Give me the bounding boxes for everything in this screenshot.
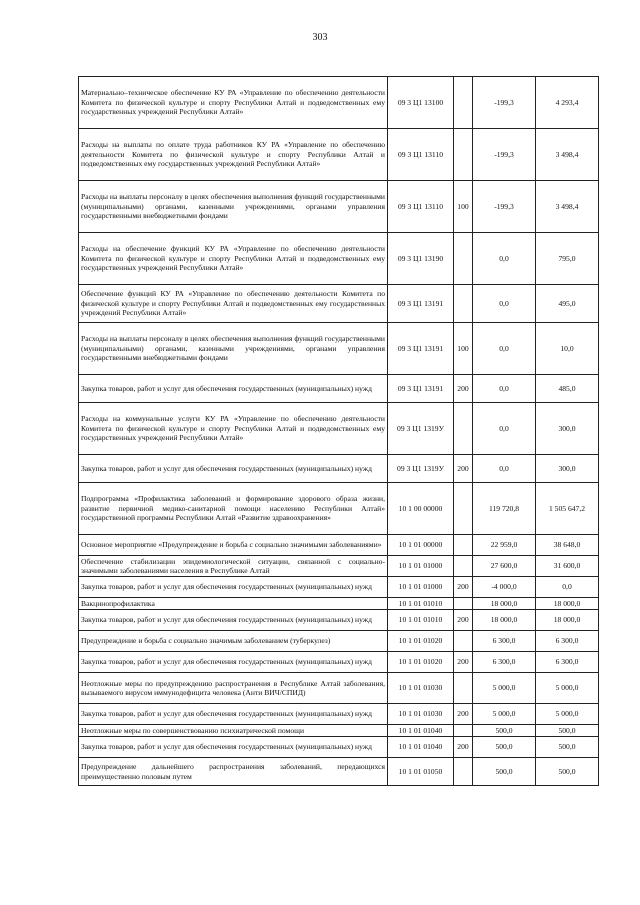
row-amount-total-cell: 500,0 xyxy=(536,737,599,758)
row-amount-change-cell: 0,0 xyxy=(473,403,536,455)
row-amount-change-cell: 18 000,0 xyxy=(473,598,536,610)
row-amount-change-cell: 500,0 xyxy=(473,758,536,786)
table-row xyxy=(79,77,599,129)
row-name-cell: Обеспечение функций КУ РА «Управление по обеспечению деятельности Комитета по физической культуре и спорту Республики Алтай и подведомственных ему государственных учреждений Республики Алтай» xyxy=(79,285,388,323)
table-row xyxy=(79,631,599,652)
row-amount-total-cell: 3 498,4 xyxy=(536,181,599,233)
row-code-cell: 10 1 01 01040 xyxy=(388,725,454,737)
row-expense-type-cell: 100 xyxy=(454,323,473,375)
table-row xyxy=(79,323,599,375)
row-expense-type-cell: 200 xyxy=(454,610,473,631)
row-amount-change-cell: 0,0 xyxy=(473,233,536,285)
row-amount-change-cell: 27 600,0 xyxy=(473,556,536,577)
row-code-cell: 10 1 01 01000 xyxy=(388,577,454,598)
table-row xyxy=(79,758,599,786)
row-code-cell: 09 3 Ц1 13191 xyxy=(388,323,454,375)
row-amount-change-cell: 22 959,0 xyxy=(473,535,536,556)
row-amount-total-cell: 495,0 xyxy=(536,285,599,323)
table-row xyxy=(79,598,599,610)
row-amount-total-cell: 18 000,0 xyxy=(536,598,599,610)
row-amount-total-cell: 3 498,4 xyxy=(536,129,599,181)
row-amount-total-cell: 1 505 647,2 xyxy=(536,483,599,535)
row-amount-total-cell: 10,0 xyxy=(536,323,599,375)
row-name-cell: Расходы на выплаты по оплате труда работников КУ РА «Управление по обеспечению деятельности Комитета по физической культуре и спорту Республики Алтай и подведомственных ему государственных учреждений Республики Алтай» xyxy=(79,129,388,181)
table-row xyxy=(79,483,599,535)
row-name-cell: Предупреждение и борьба с социально значимым заболеванием (туберкулез) xyxy=(79,631,388,652)
row-amount-total-cell: 300,0 xyxy=(536,403,599,455)
row-code-cell: 09 3 Ц1 13110 xyxy=(388,129,454,181)
row-code-cell: 09 3 Ц1 1319У xyxy=(388,403,454,455)
row-name-cell: Неотложные меры по предупреждению распространения в Республике Алтай заболевания, вызываемого вирусом иммунодефицита человека (Анти ВИЧ/СПИД) xyxy=(79,673,388,704)
table-row xyxy=(79,737,599,758)
table-row xyxy=(79,129,599,181)
row-amount-change-cell: 0,0 xyxy=(473,375,536,403)
row-amount-change-cell: -199,3 xyxy=(473,77,536,129)
row-expense-type-cell xyxy=(454,556,473,577)
row-name-cell: Расходы на коммунальные услуги КУ РА «Управление по обеспечению деятельности Комитета по физической культуре и спорту Республики Алтай и подведомственных ему государственных учреждений Республики Алтай» xyxy=(79,403,388,455)
table-row xyxy=(79,455,599,483)
row-expense-type-cell: 200 xyxy=(454,375,473,403)
table-row xyxy=(79,577,599,598)
row-amount-change-cell: -199,3 xyxy=(473,129,536,181)
row-expense-type-cell xyxy=(454,598,473,610)
row-amount-total-cell: 18 000,0 xyxy=(536,610,599,631)
row-amount-change-cell: 5 000,0 xyxy=(473,673,536,704)
row-amount-total-cell: 6 300,0 xyxy=(536,631,599,652)
table-row xyxy=(79,535,599,556)
row-code-cell: 09 3 Ц1 1319У xyxy=(388,455,454,483)
table-row xyxy=(79,556,599,577)
row-expense-type-cell xyxy=(454,725,473,737)
row-amount-total-cell: 0,0 xyxy=(536,577,599,598)
row-name-cell: Основное мероприятие «Предупреждение и борьба с социально значимыми заболеваниями» xyxy=(79,535,388,556)
row-name-cell: Предупреждение дальнейшего распространения заболеваний, передающихся преимущественно половым путем xyxy=(79,758,388,786)
row-name-cell: Закупка товаров, работ и услуг для обеспечения государственных (муниципальных) нужд xyxy=(79,704,388,725)
row-amount-change-cell: -4 000,0 xyxy=(473,577,536,598)
table-row xyxy=(79,610,599,631)
row-amount-total-cell: 500,0 xyxy=(536,758,599,786)
row-amount-change-cell: 119 720,8 xyxy=(473,483,536,535)
table-row xyxy=(79,403,599,455)
row-name-cell: Неотложные меры по совершенствованию психиатрической помощи xyxy=(79,725,388,737)
row-amount-change-cell: 500,0 xyxy=(473,725,536,737)
row-expense-type-cell xyxy=(454,535,473,556)
row-amount-total-cell: 38 648,0 xyxy=(536,535,599,556)
table-row xyxy=(79,233,599,285)
row-expense-type-cell xyxy=(454,77,473,129)
row-expense-type-cell xyxy=(454,483,473,535)
row-name-cell: Расходы на выплаты персоналу в целях обеспечения выполнения функций государственными (муниципальными) органами, казенными учреждениями, органами управления государственными внебюджетными фондами xyxy=(79,181,388,233)
row-code-cell: 09 3 Ц1 13100 xyxy=(388,77,454,129)
table-row xyxy=(79,375,599,403)
row-code-cell: 10 1 00 00000 xyxy=(388,483,454,535)
row-name-cell: Закупка товаров, работ и услуг для обеспечения государственных (муниципальных) нужд xyxy=(79,610,388,631)
table-row xyxy=(79,725,599,737)
row-name-cell: Материально–техническое обеспечение КУ РА «Управление по обеспечению деятельности Комитета по физической культуре и спорту Республики Алтай и подведомственных ему государственных учреждений Республики Алтай» xyxy=(79,77,388,129)
row-amount-total-cell: 5 000,0 xyxy=(536,704,599,725)
row-amount-total-cell: 5 000,0 xyxy=(536,673,599,704)
table-row xyxy=(79,673,599,704)
row-code-cell: 10 1 01 01030 xyxy=(388,704,454,725)
row-expense-type-cell xyxy=(454,403,473,455)
table-row xyxy=(79,704,599,725)
row-name-cell: Закупка товаров, работ и услуг для обеспечения государственных (муниципальных) нужд xyxy=(79,737,388,758)
row-code-cell: 10 1 01 01010 xyxy=(388,598,454,610)
row-amount-change-cell: 0,0 xyxy=(473,455,536,483)
row-expense-type-cell xyxy=(454,285,473,323)
row-amount-total-cell: 500,0 xyxy=(536,725,599,737)
row-amount-change-cell: 5 000,0 xyxy=(473,704,536,725)
row-code-cell: 10 1 01 01000 xyxy=(388,556,454,577)
row-code-cell: 09 3 Ц1 13191 xyxy=(388,285,454,323)
row-name-cell: Закупка товаров, работ и услуг для обеспечения государственных (муниципальных) нужд xyxy=(79,652,388,673)
row-code-cell: 10 1 01 01010 xyxy=(388,610,454,631)
row-expense-type-cell: 200 xyxy=(454,577,473,598)
row-amount-total-cell: 795,0 xyxy=(536,233,599,285)
row-amount-change-cell: 0,0 xyxy=(473,323,536,375)
row-expense-type-cell xyxy=(454,758,473,786)
row-amount-change-cell: 6 300,0 xyxy=(473,631,536,652)
row-name-cell: Расходы на выплаты персоналу в целях обеспечения выполнения функций государственными (муниципальными) органами, казенными учреждениями, органами управления государственными внебюджетными фондами xyxy=(79,323,388,375)
table-row xyxy=(79,181,599,233)
row-amount-change-cell: 6 300,0 xyxy=(473,652,536,673)
row-code-cell: 10 1 01 01040 xyxy=(388,737,454,758)
row-name-cell: Закупка товаров, работ и услуг для обеспечения государственных (муниципальных) нужд xyxy=(79,455,388,483)
row-code-cell: 09 3 Ц1 13190 xyxy=(388,233,454,285)
row-name-cell: Закупка товаров, работ и услуг для обеспечения государственных (муниципальных) нужд xyxy=(79,577,388,598)
row-name-cell: Вакцинопрофилактика xyxy=(79,598,388,610)
row-amount-total-cell: 300,0 xyxy=(536,455,599,483)
row-expense-type-cell: 100 xyxy=(454,181,473,233)
row-expense-type-cell: 200 xyxy=(454,704,473,725)
budget-table-body xyxy=(79,77,599,786)
row-amount-total-cell: 485,0 xyxy=(536,375,599,403)
table-row xyxy=(79,652,599,673)
row-amount-change-cell: -199,3 xyxy=(473,181,536,233)
table-row xyxy=(79,285,599,323)
row-code-cell: 10 1 01 01050 xyxy=(388,758,454,786)
row-expense-type-cell: 200 xyxy=(454,737,473,758)
row-code-cell: 09 3 Ц1 13191 xyxy=(388,375,454,403)
row-expense-type-cell: 200 xyxy=(454,455,473,483)
row-amount-total-cell: 31 600,0 xyxy=(536,556,599,577)
row-name-cell: Обеспечение стабилизации эпидемиологической ситуации, связанной с социально-значимыми заболеваниями населения в Республике Алтай xyxy=(79,556,388,577)
row-code-cell: 09 3 Ц1 13110 xyxy=(388,181,454,233)
row-code-cell: 10 1 01 01030 xyxy=(388,673,454,704)
row-name-cell: Расходы на обеспечение функций КУ РА «Управление по обеспечению деятельности Комитета по физической культуре и спорту Республики Алтай и подведомственных ему государственных учреждений Республики Алтай» xyxy=(79,233,388,285)
page-number: 303 xyxy=(312,32,328,43)
row-expense-type-cell xyxy=(454,673,473,704)
row-code-cell: 10 1 01 01020 xyxy=(388,652,454,673)
row-expense-type-cell xyxy=(454,129,473,181)
row-expense-type-cell xyxy=(454,233,473,285)
row-amount-change-cell: 0,0 xyxy=(473,285,536,323)
row-expense-type-cell xyxy=(454,631,473,652)
row-code-cell: 10 1 01 00000 xyxy=(388,535,454,556)
row-name-cell: Подпрограмма «Профилактика заболеваний и формирование здорового образа жизни, развитие первичной медико-санитарной помощи населению Республики Алтай» государственной программы Республики Алтай «Развитие здравоохранения» xyxy=(79,483,388,535)
row-amount-total-cell: 6 300,0 xyxy=(536,652,599,673)
row-amount-change-cell: 500,0 xyxy=(473,737,536,758)
row-expense-type-cell: 200 xyxy=(454,652,473,673)
row-code-cell: 10 1 01 01020 xyxy=(388,631,454,652)
row-amount-total-cell: 4 293,4 xyxy=(536,77,599,129)
row-amount-change-cell: 18 000,0 xyxy=(473,610,536,631)
budget-table xyxy=(78,76,599,786)
row-name-cell: Закупка товаров, работ и услуг для обеспечения государственных (муниципальных) нужд xyxy=(79,375,388,403)
